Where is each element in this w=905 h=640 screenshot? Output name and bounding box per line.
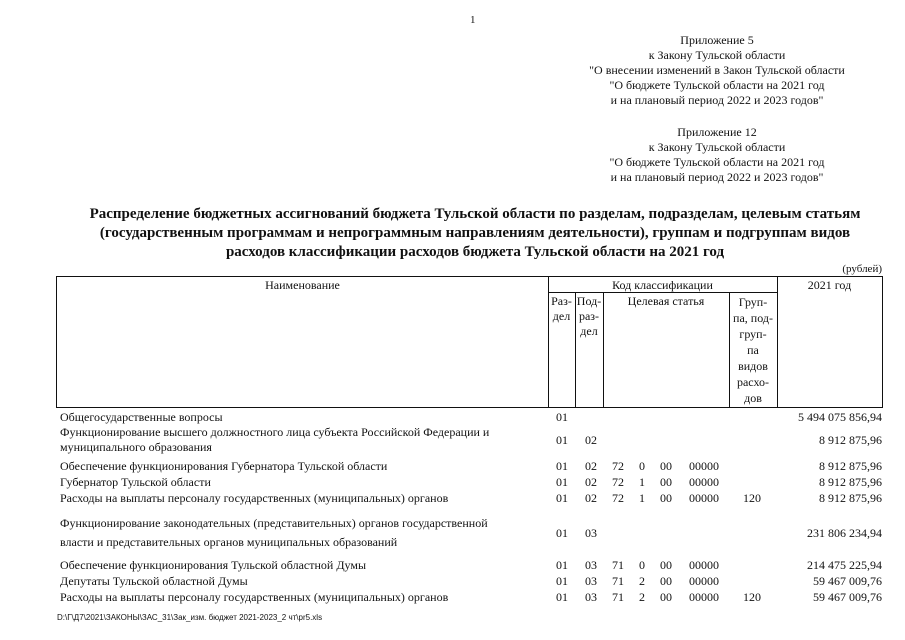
row-target-event: 00 <box>660 459 672 473</box>
row-target-event: 00 <box>660 491 672 505</box>
row-name-line: Депутаты Тульской областной Думы <box>60 574 248 588</box>
header-group-line: расхо- <box>736 375 770 389</box>
row-name-line: Расходы на выплаты персоналу государственных (муниципальных) органов <box>60 491 449 505</box>
row-target-subprogram: 0 <box>639 459 645 473</box>
appendix-12-caption <box>517 125 905 185</box>
title-line: Распределение бюджетных ассигнований бюджета Тульской области по разделам, подразделам, целевым статьям <box>89 206 861 222</box>
row-subsection: 03 <box>585 526 597 540</box>
header-group-line: па <box>747 343 759 357</box>
row-subsection: 03 <box>585 574 597 588</box>
row-target-direction: 00000 <box>689 558 719 572</box>
appendix-12-line: "О бюджете Тульской области на 2021 год <box>609 155 825 169</box>
row-target-direction: 00000 <box>689 459 719 473</box>
row-target-program: 71 <box>612 558 624 572</box>
header-subsection-line: дел <box>580 324 598 338</box>
row-name <box>60 425 535 455</box>
row-target-direction: 00000 <box>689 590 719 604</box>
row-amount: 59 467 009,76 <box>813 590 882 604</box>
row-target-event: 00 <box>660 574 672 588</box>
appendix-5-line: "О бюджете Тульской области на 2021 год <box>609 78 825 92</box>
row-amount: 214 475 225,94 <box>807 558 882 572</box>
row-section: 01 <box>556 590 568 604</box>
header-group-line: дов <box>744 391 762 405</box>
appendix-5-line: к Закону Тульской области <box>648 48 786 62</box>
row-name <box>60 459 535 474</box>
row-section: 01 <box>556 433 568 447</box>
row-name-line: Обеспечение функционирования Тульской областной Думы <box>60 558 367 572</box>
header-group-line: видов <box>738 359 768 373</box>
row-subsection: 03 <box>585 590 597 604</box>
row-name-line: власти и представительных органов муниципальных образований <box>60 535 398 549</box>
divider <box>777 277 778 407</box>
row-section: 01 <box>556 491 568 505</box>
row-name-line: Расходы на выплаты персоналу государственных (муниципальных) органов <box>60 590 449 604</box>
header-section <box>548 294 575 324</box>
appendix-5-line: и на плановый период 2022 и 2023 годов" <box>610 93 824 107</box>
header-group-line: груп- <box>739 327 767 341</box>
row-subsection: 02 <box>585 491 597 505</box>
header-name: Наименование <box>265 278 340 292</box>
appendix-12-line: и на плановый период 2022 и 2023 годов" <box>610 170 824 184</box>
header-subsection <box>575 294 603 339</box>
row-subsection: 02 <box>585 459 597 473</box>
row-amount: 8 912 875,96 <box>819 491 882 505</box>
header-group <box>729 294 777 406</box>
header-section-line: дел <box>552 309 571 323</box>
row-name-line: муниципального образования <box>60 440 212 454</box>
row-section: 01 <box>556 574 568 588</box>
page-number: 1 <box>470 14 476 26</box>
unit-label: (рублей) <box>842 263 882 275</box>
header-group-line: Груп- <box>738 295 768 309</box>
title-line: (государственным программам и непрограммным направлениям деятельности), группам и подгруппам видов <box>99 225 851 241</box>
row-name <box>60 590 535 605</box>
row-target-subprogram: 0 <box>639 558 645 572</box>
row-name <box>60 475 535 490</box>
row-amount: 8 912 875,96 <box>819 433 882 447</box>
row-name <box>60 516 535 550</box>
row-subsection: 03 <box>585 558 597 572</box>
row-section: 01 <box>556 558 568 572</box>
row-target-subprogram: 1 <box>639 475 645 489</box>
appendix-5-caption <box>517 33 905 108</box>
row-expense-group: 120 <box>743 590 761 604</box>
row-section: 01 <box>556 526 568 540</box>
row-target-program: 71 <box>612 574 624 588</box>
file-path-footer: D:\Г\Д7\2021\ЗАКОНЫ\ЗАС_31\Зак_изм. бюджет 2021-2023_2 чт\pr5.xls <box>57 613 323 622</box>
header-group-line: па, под- <box>733 311 773 325</box>
row-expense-group: 120 <box>743 491 761 505</box>
row-name-line: Функционирование законодательных (представительных) органов государственной <box>60 516 488 530</box>
appendix-5-line: "О внесении изменений в Закон Тульской области <box>589 63 845 77</box>
row-target-program: 72 <box>612 491 624 505</box>
row-name <box>60 558 535 573</box>
document-title <box>60 205 890 262</box>
row-subsection: 02 <box>585 475 597 489</box>
row-name-line: Функционирование высшего должностного лица субъекта Российской Федерации и <box>60 425 490 439</box>
row-target-event: 00 <box>660 558 672 572</box>
header-section-line: Раз- <box>551 294 572 308</box>
header-target: Целевая статья <box>627 294 705 308</box>
row-target-direction: 00000 <box>689 475 719 489</box>
table-header <box>56 276 883 408</box>
row-amount: 8 912 875,96 <box>819 459 882 473</box>
row-amount: 5 494 075 856,94 <box>798 410 882 424</box>
row-section: 01 <box>556 410 568 424</box>
row-name <box>60 491 535 506</box>
row-target-direction: 00000 <box>689 574 719 588</box>
row-target-subprogram: 2 <box>639 574 645 588</box>
row-target-direction: 00000 <box>689 491 719 505</box>
row-subsection: 02 <box>585 433 597 447</box>
row-name-line: Обеспечение функционирования Губернатора Тульской области <box>60 459 388 473</box>
header-code: Код классификации <box>612 278 713 292</box>
row-target-subprogram: 2 <box>639 590 645 604</box>
row-target-event: 00 <box>660 590 672 604</box>
row-name <box>60 574 535 589</box>
divider <box>603 292 604 407</box>
appendix-12-line: к Закону Тульской области <box>648 140 786 154</box>
row-section: 01 <box>556 475 568 489</box>
row-amount: 231 806 234,94 <box>807 526 882 540</box>
row-target-program: 72 <box>612 459 624 473</box>
row-name-line: Общегосударственные вопросы <box>60 410 223 424</box>
appendix-12-line: Приложение 12 <box>677 125 757 139</box>
row-name <box>60 410 535 425</box>
row-amount: 59 467 009,76 <box>813 574 882 588</box>
header-subsection-line: раз- <box>578 309 600 323</box>
header-subsection-line: Под- <box>576 294 602 308</box>
appendix-5-line: Приложение 5 <box>680 33 754 47</box>
row-target-program: 71 <box>612 590 624 604</box>
row-target-program: 72 <box>612 475 624 489</box>
row-name-line: Губернатор Тульской области <box>60 475 211 489</box>
row-section: 01 <box>556 459 568 473</box>
title-line: расходов классификации расходов бюджета Тульской области на 2021 год <box>225 244 725 260</box>
row-amount: 8 912 875,96 <box>819 475 882 489</box>
header-year: 2021 год <box>807 278 852 292</box>
row-target-event: 00 <box>660 475 672 489</box>
row-target-subprogram: 1 <box>639 491 645 505</box>
